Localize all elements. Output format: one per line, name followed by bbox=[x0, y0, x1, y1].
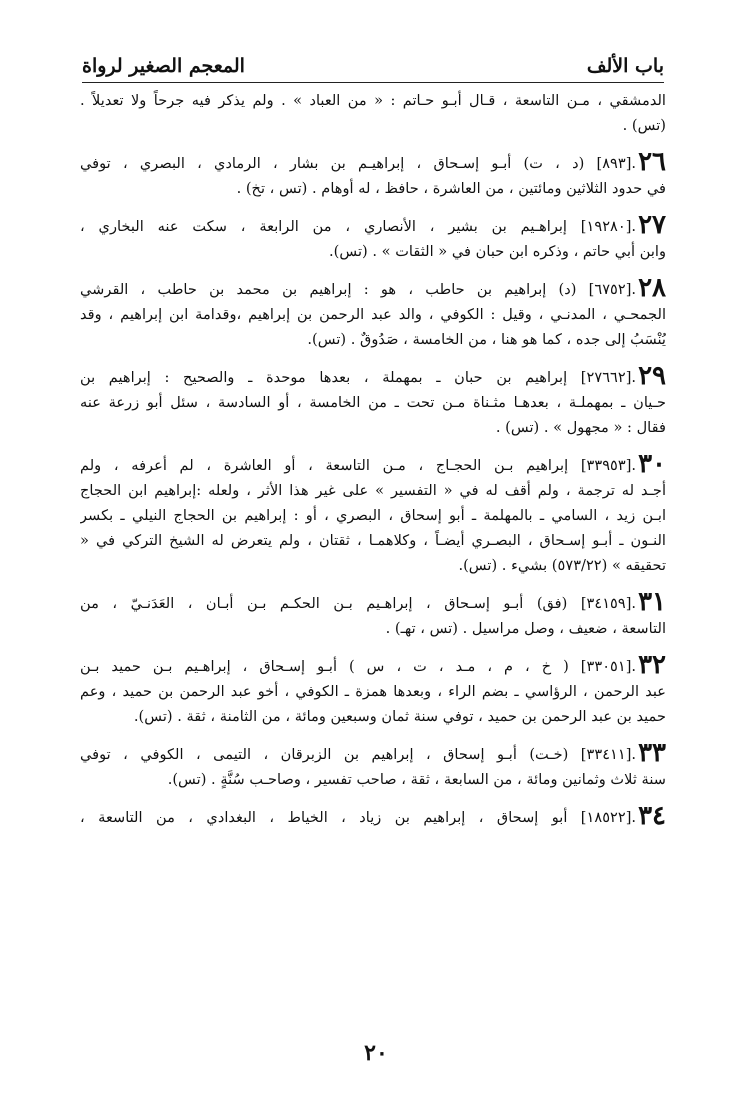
entry-29 bbox=[80, 364, 666, 440]
text-line: .[١٩٢٨٠] إبراهـيم بن بشير ، الأنصاري ، من الرابعة ، سكت عنه البخاري ، bbox=[80, 218, 637, 235]
text-line: .[٢٧٦٦٢] إبراهيم بن حبان ـ بمهملة ، بعدها موحدة ـ والصحيح : إبراهيم بن bbox=[80, 369, 637, 386]
entry-number: ٢٦ bbox=[638, 150, 666, 176]
text-line: في حدود الثلاثين ومائتين ، من العاشرة ، حافظ ، له أوهام . (تس ، تخ) . bbox=[236, 180, 666, 197]
text-line: .[٣٣٤١١] (خـت) أبـو إسحاق ، إبراهيم بن الزبرقان ، التيمى ، الكوفي ، توفي bbox=[80, 746, 637, 763]
entry-number: ٢٨ bbox=[638, 276, 666, 302]
page-number: ٢٠ bbox=[364, 1040, 388, 1066]
text-line: سنة ثلاث وثمانين ومائة ، من السابعة ، ثقة ، صاحب تفسير ، وصاحـب سُنَّةٍ . (تس). bbox=[167, 771, 666, 788]
text-line: التاسعة ، ضعيف ، وصل مراسيل . (تس ، تهـ) . bbox=[385, 620, 666, 637]
text-line: .[٣٣٩٥٣] إبراهيم بـن الحجـاج ، مـن التاسعة ، أو العاشرة ، لم أعرفه ، ولم bbox=[80, 457, 637, 474]
entry-number: ٢٧ bbox=[638, 213, 666, 239]
entry-34 bbox=[80, 804, 666, 830]
entry-number: ٣٠ bbox=[638, 452, 666, 478]
text-line: .[٣٣٠٥١] ( خ ، م ، مـد ، ت ، س ) أبـو إسـحاق ، إبراهـيم بـن حميد بـن bbox=[80, 658, 637, 675]
entry-26 bbox=[80, 150, 666, 201]
entry-27 bbox=[80, 213, 666, 264]
text-line: تحقيقه » (٥٧٣/٢٢) بشيء . (تس). bbox=[458, 557, 666, 574]
text-line: حميد بن عبد الرحمن بن حميد ، توفي سنة ثمان وسبعين ومائة ، من الثامنة ، ثقة . (تس). bbox=[133, 708, 666, 725]
continuation-paragraph bbox=[80, 88, 666, 138]
text-line: عبد الرحمن ، الرؤاسي ـ بضم الراء ، وبعدها همزة ـ الكوفي ، أخو عبد الرحمن بن حميد ، وعم bbox=[80, 683, 666, 700]
text-line: .[٣٤١٥٩] (فق) أبـو إسـحاق ، إبراهـيم بـن الحكـم بـن أبـان ، العَدَنـيّ ، من bbox=[80, 595, 637, 612]
text-line: .[٨٩٣] (د ، ت) أبـو إسـحاق ، إبراهيـم بن بشار ، الرمادي ، البصري ، توفي bbox=[80, 155, 637, 172]
entry-number: ٣٤ bbox=[638, 804, 666, 830]
entry-number: ٣١ bbox=[638, 590, 666, 616]
text-line: الدمشقي ، مـن التاسعة ، قـال أبـو حـاتم : « من العباد » . ولم يذكر فيه جرحاً ولا تعديلاً . bbox=[80, 92, 666, 109]
text-line: ابـن زيد ، السامي ـ بالمهلمة ـ أبو إسحاق ، البصري ، أو : إبراهيم بن الحجاج النيلي ـ بكسر bbox=[80, 507, 666, 524]
entry-number: ٢٩ bbox=[638, 364, 666, 390]
text-line: (تس) . bbox=[622, 117, 666, 134]
entry-31 bbox=[80, 590, 666, 641]
entry-32 bbox=[80, 653, 666, 729]
text-line: وابن أبي حاتم ، وذكره ابن حبان في « الثقات » . (تس). bbox=[329, 243, 666, 260]
text-line: .[٦٧٥٢] (د) إبراهيم بن حاطب ، هو : إبراهيم بن محمد بن حاطب ، القرشي bbox=[80, 281, 637, 298]
text-line: أجـد له ترجمة ، ولم أقف له في « التفسير » على غير هذا الأثر ، ولعله :إبراهيم ابن الحجاج bbox=[80, 482, 666, 499]
running-header bbox=[82, 38, 664, 83]
entry-number: ٣٣ bbox=[638, 741, 666, 767]
text-line: النـون ـ أبـو إسـحاق ، البصـري أيضـاً ، وكلاهمـا ، ثقتان ، ولم يتعرض له الشيخ التركي في « bbox=[80, 532, 666, 549]
page-body bbox=[80, 88, 666, 830]
header-chapter-title: باب الألف bbox=[586, 55, 664, 77]
entry-number: ٣٢ bbox=[638, 653, 666, 679]
entry-28 bbox=[80, 276, 666, 352]
text-line: الجمحـي ، المدنـي ، وقيل : الكوفي ، والد عبد الرحمن بن إبراهيم ،وقدامة ابن إبراهيم ، وقد bbox=[80, 306, 666, 323]
text-line: فقال : « مجهول » . (تس) . bbox=[495, 419, 666, 436]
entry-30 bbox=[80, 452, 666, 578]
text-line: حـيان ـ بمهملـة ، بعدهـا مثـناة مـن تحت ـ من الخامسة ، أو السادسة ، سئل أبو زرعة عنه bbox=[80, 394, 666, 411]
entry-33 bbox=[80, 741, 666, 792]
header-book-title: المعجم الصغير لرواة bbox=[82, 55, 245, 77]
text-line: .[١٨٥٢٢] أبو إسحاق ، إبراهيم بن زياد ، الخياط ، البغدادي ، من التاسعة ، bbox=[80, 809, 637, 826]
text-line: يُنْسَبُ إلى جده ، كما هو هنا ، من الخامسة ، صَدُوقٌ . (تس). bbox=[307, 331, 666, 348]
